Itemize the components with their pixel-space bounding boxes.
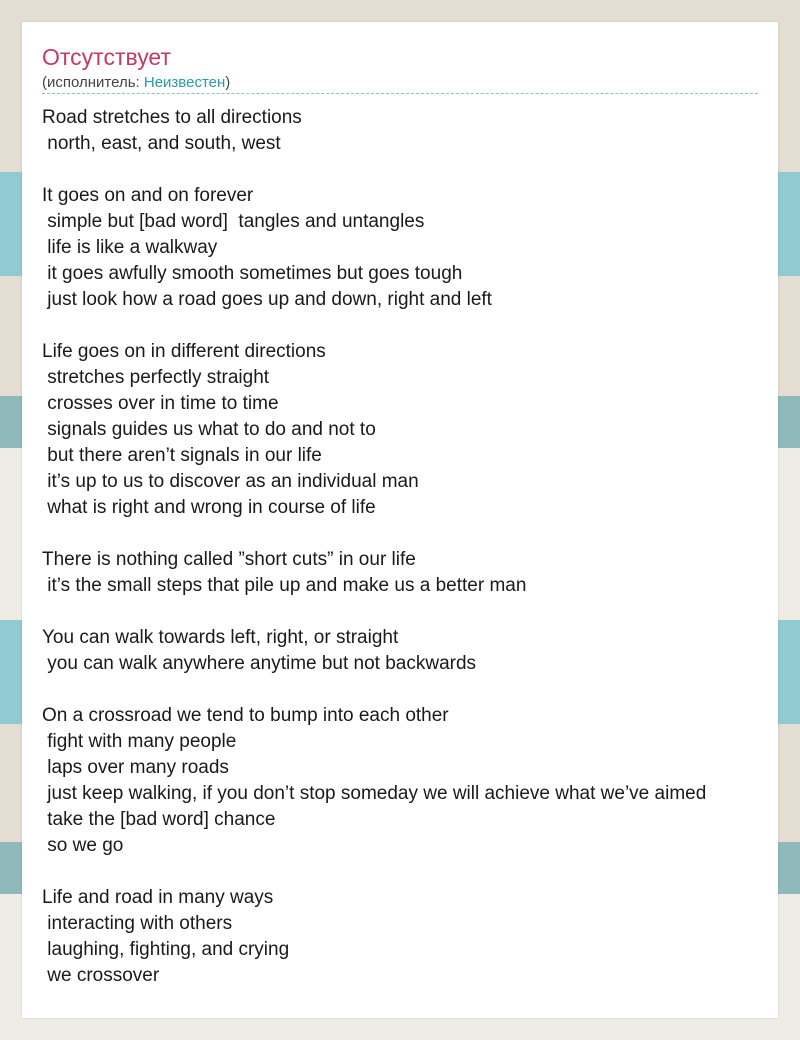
lyric-line: simple but [bad word] tangles and untangles — [42, 211, 425, 232]
artist-link[interactable]: Неизвестен — [143, 74, 226, 91]
lyric-line: it’s up to us to discover as an individual man — [42, 471, 419, 492]
lyric-line: crosses over in time to time — [42, 393, 279, 414]
lyric-line — [42, 313, 706, 339]
lyric-line: it goes awfully smooth sometimes but goes tough — [42, 263, 463, 284]
lyric-line: so we go — [42, 835, 124, 856]
lyric-line — [42, 521, 706, 547]
lyric-line: you can walk anywhere anytime but not backwards — [42, 653, 477, 674]
lyrics-card — [22, 22, 778, 1018]
lyric-line: You can walk towards left, right, or straight — [42, 627, 399, 648]
lyric-line: Life goes on in different directions — [42, 341, 326, 362]
lyric-line — [42, 599, 706, 625]
song-title: Отсутствует — [42, 44, 171, 70]
lyric-line: There is nothing called ”short cuts” in our life — [42, 549, 416, 570]
lyric-line: but there aren’t signals in our life — [42, 445, 322, 466]
lyric-line — [42, 677, 706, 703]
lyric-line: we crossover — [42, 965, 160, 986]
lyric-line: It goes on and on forever — [42, 185, 254, 206]
lyric-line: signals guides us what to do and not to — [42, 419, 376, 440]
artist-prefix: (исполнитель: — [42, 74, 144, 91]
artist-line — [42, 73, 230, 93]
lyric-line: life is like a walkway — [42, 237, 218, 258]
lyric-line: fight with many people — [42, 731, 237, 752]
lyric-line: what is right and wrong in course of life — [42, 497, 376, 518]
lyric-line: it’s the small steps that pile up and make us a better man — [42, 575, 527, 596]
lyric-line — [42, 157, 706, 183]
lyric-line: take the [bad word] chance — [42, 809, 276, 830]
lyric-line: stretches perfectly straight — [42, 367, 270, 388]
lyric-line — [42, 859, 706, 885]
lyric-line: north, east, and south, west — [42, 133, 281, 154]
lyric-line: laps over many roads — [42, 757, 229, 778]
lyric-line: just look how a road goes up and down, right and left — [42, 289, 492, 310]
lyrics-text — [42, 105, 706, 989]
artist-suffix: ) — [225, 74, 231, 91]
lyric-line: interacting with others — [42, 913, 233, 934]
lyric-line: laughing, fighting, and crying — [42, 939, 290, 960]
dashed-divider — [42, 93, 758, 94]
lyric-line: Life and road in many ways — [42, 887, 274, 908]
lyric-line: just keep walking, if you don’t stop someday we will achieve what we’ve aimed — [42, 783, 707, 804]
lyric-line: Road stretches to all directions — [42, 107, 302, 128]
lyric-line: On a crossroad we tend to bump into each other — [42, 705, 449, 726]
